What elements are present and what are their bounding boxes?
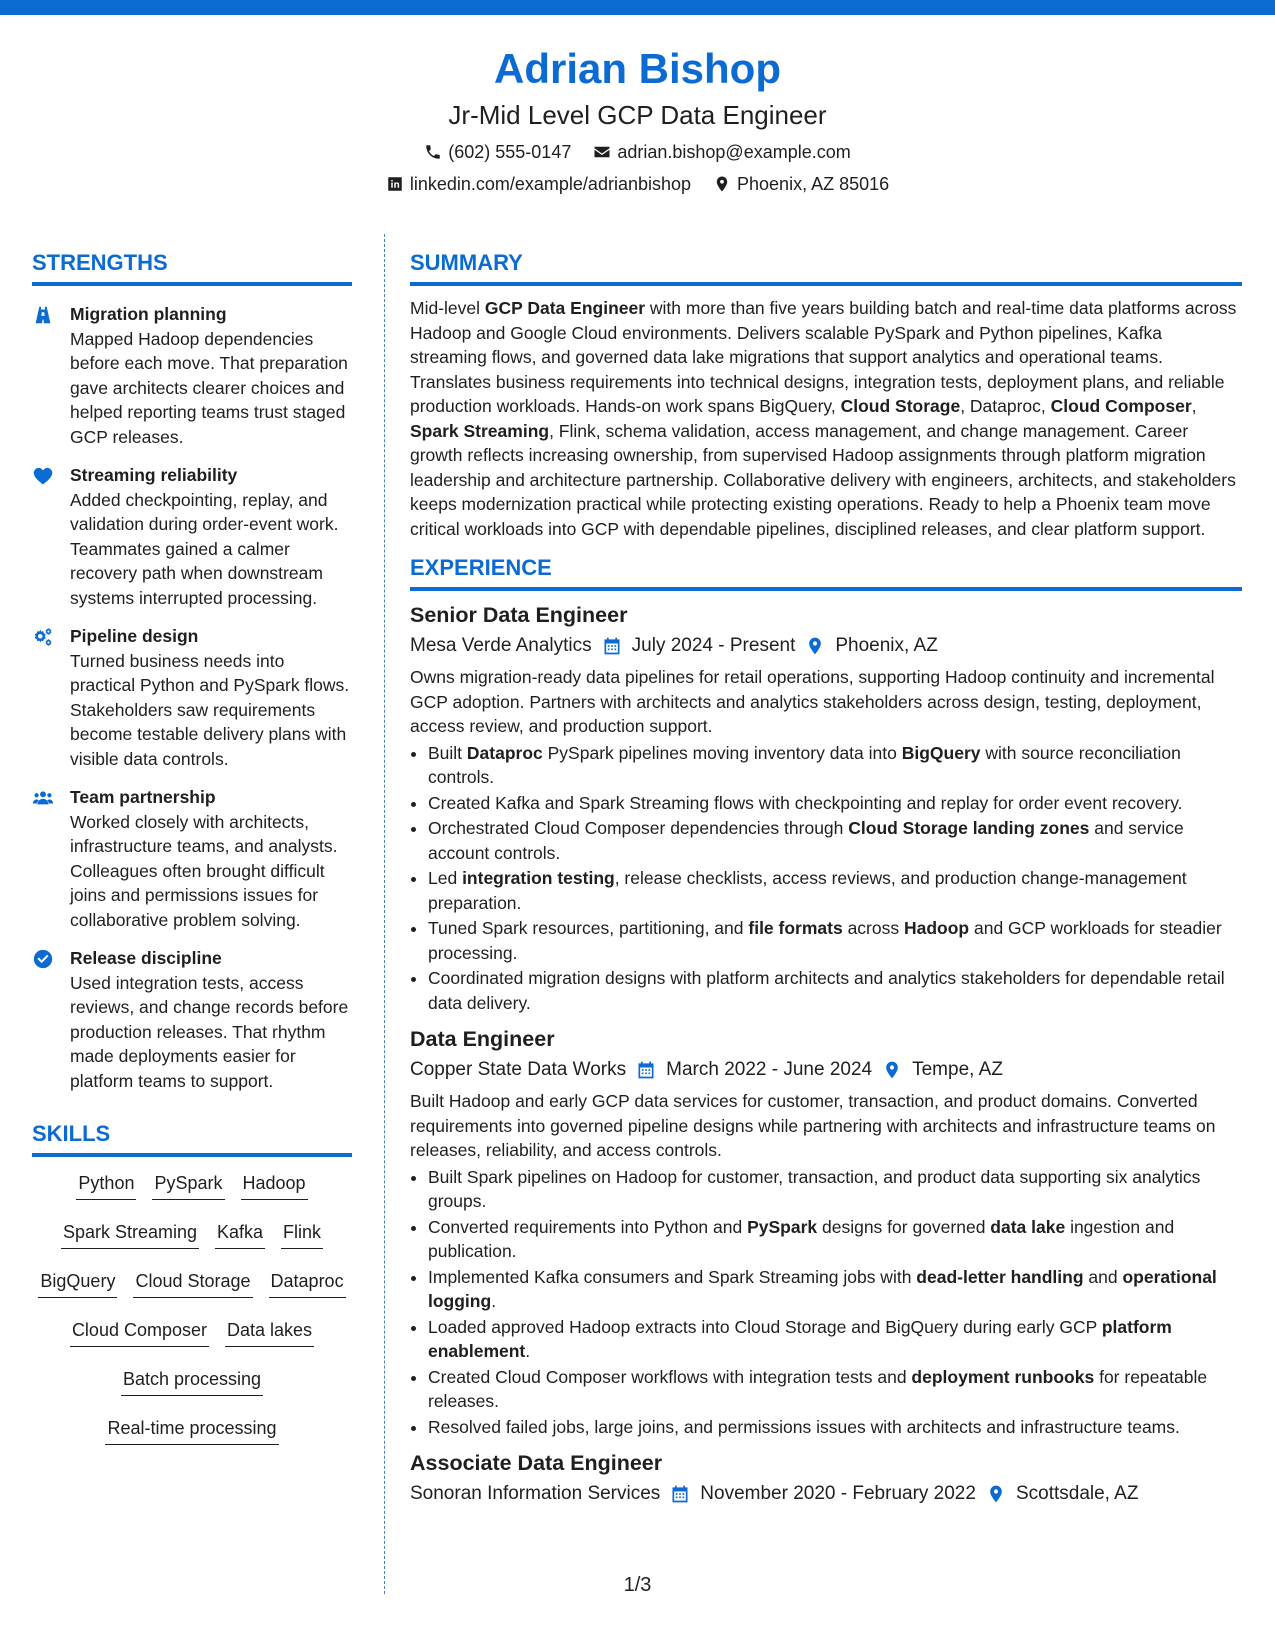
text-segment: across xyxy=(842,918,904,938)
skill-tag: Flink xyxy=(281,1220,323,1249)
achievement-item xyxy=(428,866,1242,915)
page-number: 1/3 xyxy=(623,1574,652,1596)
contact-row-2 xyxy=(0,172,1275,196)
achievement-item xyxy=(428,1415,1242,1440)
experience-heading: EXPERIENCE xyxy=(410,553,1242,591)
text-segment: Built Spark pipelines on Hadoop for customer, transaction, and product data supporting six analytics groups. xyxy=(428,1166,1201,1211)
text-segment: Loaded approved Hadoop extracts into Cloud Storage and BigQuery during early GCP xyxy=(428,1316,1102,1337)
calendar-icon xyxy=(670,1484,690,1504)
text-segment: and xyxy=(1083,1266,1123,1287)
strength-item xyxy=(32,302,352,449)
skills-list xyxy=(32,1171,352,1445)
strengths-heading: STRENGTHS xyxy=(32,248,352,286)
job-entry xyxy=(410,1023,1242,1439)
text-segment: Converted requirements into Python and xyxy=(428,1216,748,1237)
strength-description: Added checkpointing, replay, and validation during order-event work. Teammates gained a calmer recovery path when downstream systems interrupted processing. xyxy=(70,489,339,608)
text-segment: Tuned Spark resources, partitioning, and xyxy=(428,918,749,938)
text-segment: . xyxy=(491,1291,497,1311)
text-segment: Built xyxy=(428,742,467,763)
text-segment: and GCP workloads for steadier processing. xyxy=(428,918,1222,963)
achievement-item xyxy=(428,1165,1242,1214)
strength-title: Pipeline design xyxy=(70,626,199,646)
bold-text: file formats xyxy=(748,918,843,938)
achievement-item xyxy=(428,966,1242,1015)
strength-description: Worked closely with architects, infrastructure teams, and analysts. Colleagues often brought difficult joins and permissions issues for collaborative problem solving. xyxy=(70,811,338,930)
gears-icon xyxy=(32,626,54,648)
skills-heading: SKILLS xyxy=(32,1119,352,1157)
achievement-list xyxy=(410,1165,1242,1440)
text-segment: Mid-level xyxy=(410,298,485,318)
job-entry xyxy=(410,1447,1242,1509)
job-meta xyxy=(410,1055,1242,1085)
text-segment: Created Cloud Composer workflows with integration tests and xyxy=(428,1366,912,1387)
calendar-icon xyxy=(636,1060,656,1080)
strength-description: Turned business needs into practical Python and PySpark flows. Stakeholders saw requirements become testable delivery plans with visible data controls. xyxy=(70,650,350,769)
bold-text: Cloud Storage xyxy=(840,396,961,416)
skill-tag: Data lakes xyxy=(225,1318,314,1347)
achievement-item xyxy=(428,1315,1242,1364)
skill-row xyxy=(32,1318,352,1347)
skill-tag: Batch processing xyxy=(121,1367,263,1396)
strength-body xyxy=(70,302,352,449)
check-circle-icon xyxy=(32,948,54,970)
strength-title: Streaming reliability xyxy=(70,465,238,485)
strength-item xyxy=(32,785,352,932)
bold-text: integration testing xyxy=(462,868,615,888)
skill-row xyxy=(32,1269,352,1298)
map-pin-icon xyxy=(986,1484,1006,1504)
heart-icon xyxy=(32,465,54,487)
strength-title: Team partnership xyxy=(70,787,216,807)
job-dates: November 2020 - February 2022 xyxy=(700,1483,976,1504)
text-segment: designs for governed xyxy=(817,1216,991,1237)
bold-text: Spark Streaming xyxy=(410,420,550,441)
achievement-item xyxy=(428,816,1242,865)
job-dates: July 2024 - Present xyxy=(631,635,796,656)
skill-tag: Hadoop xyxy=(241,1171,308,1200)
job-title: Senior Data Engineer xyxy=(410,603,628,627)
summary-text xyxy=(410,296,1242,541)
text-segment: . xyxy=(525,1341,531,1361)
job-meta xyxy=(410,1479,1242,1509)
email-contact[interactable] xyxy=(593,140,850,164)
phone-icon xyxy=(424,143,442,161)
text-segment: ingestion and publication. xyxy=(428,1216,1175,1261)
job-description: Built Hadoop and early GCP data services for customer, transaction, and product domains. Converted requirements into governed pipeline designs while partnering with architects and infrastructure teams on releases, reliability, and access controls. xyxy=(410,1091,1216,1160)
map-pin-icon xyxy=(882,1060,902,1080)
skill-tag: Cloud Composer xyxy=(70,1318,209,1347)
company-name: Mesa Verde Analytics xyxy=(410,635,592,656)
road-icon xyxy=(32,304,54,326)
text-segment: with more than five years building batch and real-time data platforms across Hadoop and Google Cloud environments. Delivers scalable PySpark and Python pipelines, Kafka streaming flows, and governed data lake migrations that support analytics and operational teams. Translates business requirements into technical designs, integration tests, deployment plans, and reliable production workloads. Hands-on work spans BigQuery, xyxy=(410,298,1237,416)
text-segment: Coordinated migration designs with platform architects and analytics stakeholders for dependable retail data delivery. xyxy=(428,968,1225,1013)
strength-body xyxy=(70,946,352,1093)
text-segment: PySpark pipelines moving inventory data into xyxy=(542,742,902,763)
summary-heading: SUMMARY xyxy=(410,248,1242,286)
skill-tag: Cloud Storage xyxy=(133,1269,252,1298)
left-column xyxy=(32,248,352,1445)
text-segment: Orchestrated Cloud Composer dependencies through xyxy=(428,818,849,838)
bold-text: Cloud Storage landing zones xyxy=(848,818,1090,838)
strength-description: Mapped Hadoop dependencies before each move. That preparation gave architects clearer choices and helped reporting teams trust staged GCP releases. xyxy=(70,328,348,447)
job-meta xyxy=(410,631,1242,661)
skill-tag: PySpark xyxy=(152,1171,224,1200)
email-text: adrian.bishop@example.com xyxy=(617,142,851,162)
bold-text: Dataproc xyxy=(466,742,543,763)
achievement-item xyxy=(428,791,1242,816)
achievement-item xyxy=(428,1365,1242,1414)
text-segment: Led xyxy=(428,868,463,888)
achievement-item xyxy=(428,741,1242,790)
strength-body xyxy=(70,624,352,771)
bold-text: Hadoop xyxy=(903,918,970,938)
strength-description: Used integration tests, access reviews, and change records before production releases. That rhythm made deployments easier for platform teams to support. xyxy=(70,972,349,1091)
strengths-list xyxy=(32,302,352,1093)
text-segment: , release checklists, access reviews, and production change-management preparation. xyxy=(428,868,1187,913)
linkedin-contact[interactable] xyxy=(386,172,691,196)
bold-text: platform enablement xyxy=(428,1316,1172,1361)
skill-tag: Dataproc xyxy=(269,1269,346,1298)
column-divider xyxy=(384,234,385,1594)
text-segment: for repeatable releases. xyxy=(428,1366,1208,1411)
achievement-item xyxy=(428,916,1242,965)
calendar-icon xyxy=(602,636,622,656)
text-segment: , xyxy=(1191,396,1197,416)
job-title: Associate Data Engineer xyxy=(410,1451,663,1475)
map-pin-icon xyxy=(713,175,731,193)
linkedin-icon xyxy=(386,175,404,193)
text-segment: and service account controls. xyxy=(428,818,1184,863)
phone-text: (602) 555-0147 xyxy=(448,142,572,162)
bold-text: operational logging xyxy=(428,1266,1217,1311)
job-dates: March 2022 - June 2024 xyxy=(666,1059,873,1080)
job-title: Data Engineer xyxy=(410,1027,555,1051)
bold-text: deployment runbooks xyxy=(911,1366,1095,1387)
strength-item xyxy=(32,624,352,771)
users-icon xyxy=(32,787,54,809)
strength-item xyxy=(32,946,352,1093)
location-contact xyxy=(713,172,889,196)
achievement-item xyxy=(428,1265,1242,1314)
job-location: Tempe, AZ xyxy=(912,1059,1003,1080)
candidate-name: Adrian Bishop xyxy=(493,45,781,92)
experience-list xyxy=(410,599,1242,1509)
bold-text: BigQuery xyxy=(901,742,981,763)
skill-tag: Real-time processing xyxy=(105,1416,278,1445)
company-name: Sonoran Information Services xyxy=(410,1483,661,1504)
skill-row xyxy=(32,1220,352,1249)
skill-tag: Kafka xyxy=(215,1220,265,1249)
contact-row-1 xyxy=(0,140,1275,164)
skill-tag: Python xyxy=(76,1171,136,1200)
bold-text: GCP Data Engineer xyxy=(484,298,646,318)
phone-contact xyxy=(424,140,571,164)
strength-item xyxy=(32,463,352,610)
company-name: Copper State Data Works xyxy=(410,1059,627,1080)
achievement-list xyxy=(410,741,1242,1016)
skill-row xyxy=(32,1171,352,1200)
skill-row xyxy=(32,1367,352,1396)
right-column xyxy=(410,248,1242,1509)
bold-text: dead-letter handling xyxy=(916,1266,1084,1287)
bold-text: data lake xyxy=(990,1216,1066,1237)
location-text: Phoenix, AZ 85016 xyxy=(737,174,890,194)
text-segment: with source reconciliation controls. xyxy=(428,742,1181,787)
skill-row xyxy=(32,1416,352,1445)
map-pin-icon xyxy=(805,636,825,656)
achievement-item xyxy=(428,1215,1242,1264)
strength-title: Release discipline xyxy=(70,948,222,968)
text-segment: Resolved failed jobs, large joins, and permissions issues with architects and infrastructure teams. xyxy=(428,1416,1180,1437)
resume-header xyxy=(0,40,1275,196)
strength-title: Migration planning xyxy=(70,304,227,324)
bold-text: PySpark xyxy=(747,1216,818,1237)
text-segment: Created Kafka and Spark Streaming flows with checkpointing and replay for order event recovery. xyxy=(428,792,1183,813)
top-accent-bar xyxy=(0,0,1275,15)
bold-text: Cloud Composer xyxy=(1050,396,1192,416)
job-description: Owns migration-ready data pipelines for retail operations, supporting Hadoop continuity and incremental GCP adoption. Partners with architects and analytics stakeholders across design, testing, deployment, access review, and production support. xyxy=(410,667,1215,736)
envelope-icon xyxy=(593,143,611,161)
text-segment: , Flink, schema validation, access management, and change management. Career growth reflects increasing ownership, from supervised Hadoop assignments through platform migration leadership and architecture partnership. Collaborative delivery with engineers, architects, and stakeholders keeps modernization practical while protecting existing operations. Ready to help a Phoenix team move critical workloads into GCP with dependable pipelines, disciplined releases, and clear platform support. xyxy=(410,420,1236,539)
strength-body xyxy=(70,785,352,932)
strength-body xyxy=(70,463,352,610)
job-location: Phoenix, AZ xyxy=(835,635,938,656)
skill-tag: BigQuery xyxy=(38,1269,117,1298)
candidate-title: Jr-Mid Level GCP Data Engineer xyxy=(448,100,827,130)
text-segment: , Dataproc, xyxy=(960,396,1051,416)
linkedin-text: linkedin.com/example/adrianbishop xyxy=(409,174,692,194)
skill-tag: Spark Streaming xyxy=(61,1220,199,1249)
job-location: Scottsdale, AZ xyxy=(1015,1483,1139,1504)
job-entry xyxy=(410,599,1242,1015)
text-segment: Implemented Kafka consumers and Spark Streaming jobs with xyxy=(428,1266,917,1287)
